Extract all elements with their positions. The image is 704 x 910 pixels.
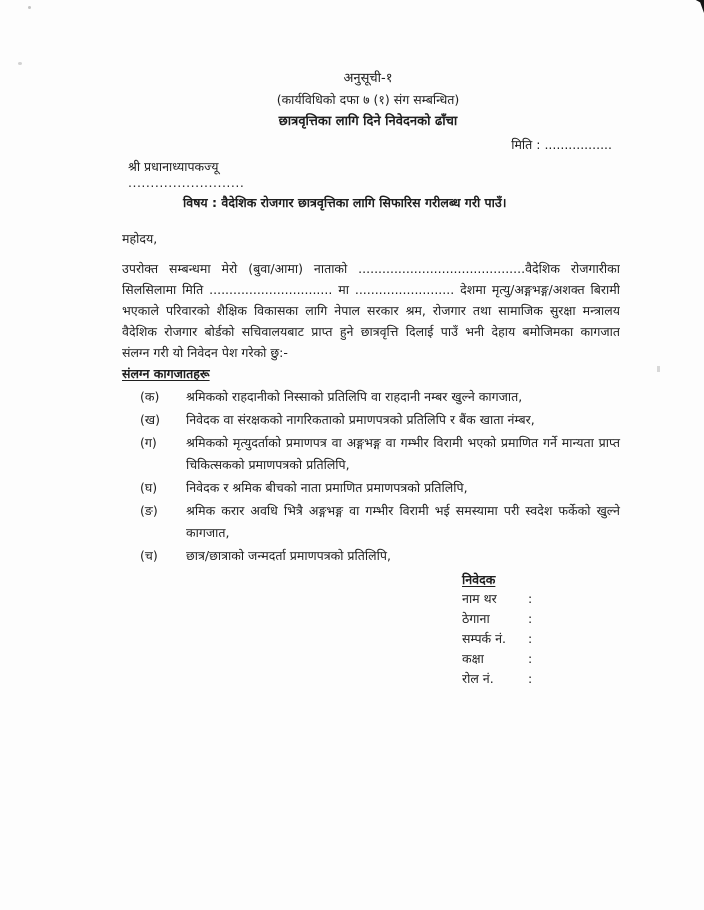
list-item <box>140 477 620 499</box>
list-item-label: (च) <box>140 548 158 563</box>
related-clause: (कार्यविधिको दफा ७ (१) संग सम्बन्धित) <box>276 92 460 107</box>
document-header <box>32 70 704 132</box>
list-item-label: (क) <box>140 389 160 404</box>
form-title: छात्रवृत्तिका लागि दिने निवेदनको ढाँचा <box>278 114 458 129</box>
addressee-blank-line: .......................... <box>128 175 245 190</box>
applicant-signature-block <box>462 571 704 689</box>
scan-speck <box>18 62 22 65</box>
signature-field-row <box>462 609 704 629</box>
applicant-heading: निवेदक <box>462 572 496 587</box>
list-item-text: छात्र/छात्राको जन्मदर्ता प्रमाणपत्रको प्रतिलिपि, <box>186 548 391 563</box>
paragraph-line: भएकाले परिवारको शैक्षिक विकासका लागि नेपाल सरकार श्रम, रोजगार तथा सामाजिक सुरक्षा मन्त्रालय <box>122 303 620 318</box>
list-item-label: (घ) <box>140 480 158 495</box>
paragraph-line: संलग्न गरी यो निवेदन पेश गरेको छु:- <box>122 345 288 360</box>
scan-speck <box>657 366 660 372</box>
list-item <box>140 545 620 567</box>
signature-field-row <box>462 629 704 649</box>
scan-speck <box>28 6 31 9</box>
field-label: कक्षा <box>462 651 484 666</box>
attachments-heading: संलग्न कागजातहरू <box>122 366 210 381</box>
field-label: रोल नं. <box>462 671 494 686</box>
signature-field-row <box>462 649 704 669</box>
addressee-line: श्री प्रधानाध्यापकज्यू <box>128 159 219 174</box>
list-item <box>140 409 620 431</box>
field-label: ठेगाना <box>462 611 490 626</box>
signature-field-row <box>462 669 704 689</box>
salutation: महोदय, <box>122 231 158 246</box>
scan-corner-artifact <box>693 0 704 13</box>
list-item-text: श्रमिक करार अवधि भित्रै अङ्गभङ्ग वा गम्भीर विरामी भई समस्यामा परी स्वदेश फर्केको खुल्ने कागजात, <box>186 503 620 540</box>
paragraph-line: वैदेशिक रोजगार बोर्डको सचिवालयबाट प्राप्त हुने छात्रवृत्ति दिलाई पाउँ भनी देहाय बमोजिमका कागजात <box>122 324 620 339</box>
field-colon: : <box>528 671 533 686</box>
attachments-list <box>140 386 620 567</box>
field-label: नाम थर <box>462 591 497 606</box>
list-item-label: (ग) <box>140 435 157 450</box>
field-colon: : <box>528 591 533 606</box>
subject-line: विषय : वैदेशिक रोजगार छात्रवृत्तिका लागि सिफारिस गरीलब्ध गरी पाउँ। <box>183 195 507 210</box>
list-item-text: निवेदक वा संरक्षकको नागरिकताको प्रमाणपत्रको प्रतिलिपि र बैंक खाता नंम्बर, <box>186 412 535 427</box>
list-item-text: श्रमिकको राहदानीको निस्साको प्रतिलिपि वा राहदानी नम्बर खुल्ने कागजात, <box>186 389 523 404</box>
body-paragraph <box>122 258 620 363</box>
paragraph-line: उपरोक्त सम्बन्धमा मेरो (बुवा/आमा) नाताको ..........................................वैदेशिक रोजगारीका <box>122 261 620 276</box>
signature-field-row <box>462 589 704 609</box>
annex-title: अनुसूची-१ <box>343 71 393 86</box>
list-item <box>140 500 620 544</box>
list-item <box>140 432 620 476</box>
list-item-label: (ङ) <box>140 503 158 518</box>
list-item <box>140 386 620 408</box>
field-colon: : <box>528 631 533 646</box>
paragraph-line: सिलसिलामा मिति ............................... मा ......................... देशमा मृत्यु/अङ्गभङ्ग/अशक्त बिरामी <box>122 282 620 297</box>
field-label: सम्पर्क नं. <box>462 631 507 646</box>
date-field: मिति : ................. <box>511 137 612 152</box>
list-item-text: निवेदक र श्रमिक बीचको नाता प्रमाणित प्रमाणपत्रको प्रतिलिपि, <box>186 480 468 495</box>
field-colon: : <box>528 651 533 666</box>
field-colon: : <box>528 611 533 626</box>
list-item-label: (ख) <box>140 412 160 427</box>
list-item-text: श्रमिकको मृत्युदर्ताको प्रमाणपत्र वा अङ्गभङ्ग वा गम्भीर विरामी भएको प्रमाणित गर्ने मान्यता प्राप्त चिकित्सकको प्रमाणपत्रको प्रतिलिपि, <box>186 435 620 472</box>
